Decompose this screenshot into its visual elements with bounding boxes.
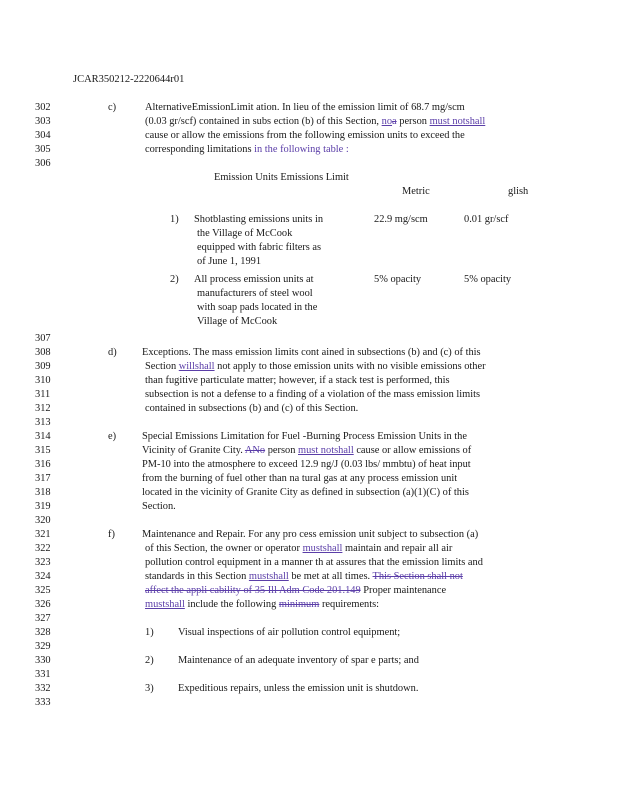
- deleted-text: ANo: [244, 445, 266, 456]
- line-number: 311: [35, 389, 51, 400]
- line-number: 304: [35, 130, 51, 141]
- table-row-text: with soap pads located in the: [197, 302, 318, 313]
- table-cell-metric: 22.9 mg/scm: [374, 214, 428, 225]
- line-number: 308: [35, 347, 51, 358]
- table-cell-metric: 5% opacity: [374, 274, 422, 285]
- line-number: 330: [35, 655, 51, 666]
- subsection-f-line: pollution control equipment in a manner th at assures that the emission limits and: [145, 557, 483, 568]
- line-number: 324: [35, 571, 51, 582]
- inserted-text: no: [381, 116, 393, 127]
- line-number: 313: [35, 417, 51, 428]
- line-number: 329: [35, 641, 51, 652]
- subsection-d-label: d): [108, 347, 117, 358]
- subsection-f-line: of this Section, the owner or operator mustshall maintain and repair all air: [145, 543, 453, 554]
- subsection-c-line: corresponding limitations in the following table :: [145, 144, 349, 155]
- list-item-text: Maintenance of an adequate inventory of spar e parts; and: [178, 655, 419, 666]
- subsection-d-line: contained in subsections (b) and (c) of this Section.: [145, 403, 359, 414]
- subsection-c-line: cause or allow the emissions from the following emission units to exceed the: [145, 130, 465, 141]
- table-row-text: equipped with fabric filters as: [197, 242, 322, 253]
- subsection-e-line: Section.: [142, 501, 176, 512]
- subsection-f-line: affect the appli cability of 35 Ill Adm Code 201.149 Proper maintenance: [145, 585, 447, 596]
- line-number: 331: [35, 669, 51, 680]
- inserted-text: willshall: [178, 361, 215, 372]
- deleted-text: a: [392, 116, 397, 127]
- list-item-number: 3): [145, 683, 154, 694]
- line-number: 328: [35, 627, 51, 638]
- line-number: 305: [35, 144, 51, 155]
- subsection-e-line: located in the vicinity of Granite City as defined in subsection (a)(1)(C) of this: [142, 487, 469, 498]
- line-number: 310: [35, 375, 51, 386]
- deleted-text: affect the appli cability of 35 Ill Adm Code 201.149: [145, 585, 361, 596]
- inserted-text: mustshall: [248, 571, 289, 582]
- subsection-d-line: than fugitive particulate matter; however, if a stack test is performed, this: [145, 375, 450, 386]
- list-item-number: 1): [145, 627, 154, 638]
- line-number: 312: [35, 403, 51, 414]
- line-number: 320: [35, 515, 51, 526]
- deleted-text: minimum: [278, 599, 320, 610]
- line-number: 315: [35, 445, 51, 456]
- subsection-e-line: Special Emissions Limitation for Fuel -Burning Process Emission Units in the: [142, 431, 467, 442]
- table-row-number: 2): [170, 274, 179, 285]
- subsection-d-line: subsection is not a defense to a finding of a violation of the mass emission limits: [145, 389, 481, 400]
- subsection-f-line: mustshall include the following minimum requirements:: [145, 599, 380, 610]
- subsection-e-line: Vicinity of Granite City. ANo person must notshall cause or allow emissions of: [142, 445, 472, 456]
- line-number: 321: [35, 529, 51, 540]
- inserted-text: must notshall: [298, 445, 354, 456]
- line-number: 326: [35, 599, 51, 610]
- deleted-text: This Section shall not: [372, 571, 463, 582]
- line-number: 309: [35, 361, 51, 372]
- subsection-f-label: f): [108, 529, 115, 540]
- table-row-text: the Village of McCook: [197, 228, 293, 239]
- line-number: 323: [35, 557, 51, 568]
- inserted-text: mustshall: [302, 543, 343, 554]
- list-item-number: 2): [145, 655, 154, 666]
- table-row-text: All process emission units at: [194, 274, 314, 285]
- subsection-c-line: AlternativeEmissionLimit ation. In lieu of the emission limit of 68.7 mg/scm: [145, 102, 465, 113]
- table-title: Emission Units Emissions Limit: [214, 172, 349, 183]
- list-item-text: Expeditious repairs, unless the emission unit is shutdown.: [178, 683, 419, 694]
- line-number: 322: [35, 543, 51, 554]
- subsection-e-label: e): [108, 431, 117, 442]
- subsection-e-line: from the burning of fuel other than na tural gas at any process emission unit: [142, 473, 458, 484]
- subsection-c-line: (0.03 gr/scf) contained in subs ection (b) of this Section, noa person must notshall: [145, 116, 486, 127]
- table-column-metric: Metric: [402, 186, 430, 197]
- line-number: 319: [35, 501, 51, 512]
- line-number: 318: [35, 487, 51, 498]
- line-number: 327: [35, 613, 51, 624]
- list-item-text: Visual inspections of air pollution control equipment;: [178, 627, 401, 638]
- amended-text: in the following table :: [254, 144, 349, 155]
- subsection-e-line: PM-10 into the atmosphere to exceed 12.9 ng/J (0.03 lbs/ mmbtu) of heat input: [142, 459, 471, 470]
- line-number: 307: [35, 333, 51, 344]
- table-row-number: 1): [170, 214, 179, 225]
- subsection-f-line: Maintenance and Repair. For any pro cess emission unit subject to subsection (a): [142, 529, 479, 540]
- subsection-d-line: Exceptions. The mass emission limits cont ained in subsections (b) and (c) of this: [142, 347, 481, 358]
- table-column-english: glish: [508, 186, 529, 197]
- line-number: 306: [35, 158, 51, 169]
- line-number: 317: [35, 473, 51, 484]
- table-row-text: Village of McCook: [197, 316, 278, 327]
- table-row-text: manufacturers of steel wool: [197, 288, 313, 299]
- inserted-text: mustshall: [145, 599, 185, 610]
- subsection-c-label: c): [108, 102, 117, 113]
- table-cell-english: 0.01 gr/scf: [464, 214, 509, 225]
- line-number: 314: [35, 431, 51, 442]
- table-cell-english: 5% opacity: [464, 274, 512, 285]
- line-number: 302: [35, 102, 51, 113]
- table-row-text: of June 1, 1991: [197, 256, 262, 267]
- line-number: 333: [35, 697, 51, 708]
- inserted-text: must notshall: [429, 116, 486, 127]
- line-number: 332: [35, 683, 51, 694]
- line-number: 316: [35, 459, 51, 470]
- subsection-f-line: standards in this Section mustshall be met at all times. This Section shall not: [145, 571, 463, 582]
- subsection-d-line: Section willshall not apply to those emission units with no visible emissions other: [145, 361, 486, 372]
- table-row-text: Shotblasting emissions units in: [194, 214, 324, 225]
- line-number: 325: [35, 585, 51, 596]
- document-id-header: JCAR350212-2220644r01: [73, 74, 185, 85]
- line-number: 303: [35, 116, 51, 127]
